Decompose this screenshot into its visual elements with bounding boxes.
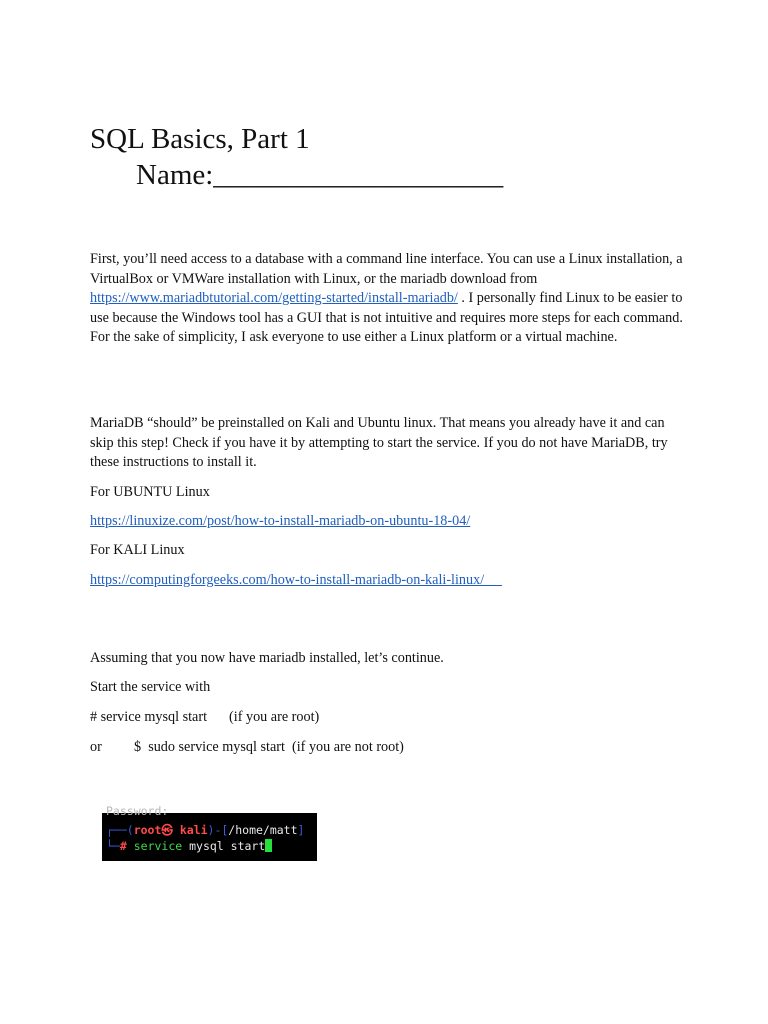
ubuntu-label: For UBUNTU Linux (90, 484, 210, 500)
terminal-command-line (106, 839, 272, 853)
kali-install-link[interactable]: https://computingforgeeks.com/how-to-install-mariadb-on-kali-linux/ (90, 572, 502, 588)
cmd-keyword: service (133, 839, 183, 853)
name-field-line: Name:____________________ (136, 159, 504, 191)
terminal-cursor (265, 839, 272, 852)
cmd-args: mysql start (182, 839, 266, 853)
intro-text-after: . I personally find Linux to be easier to use because the Windows tool has a GUI that is not intuitive and requires more steps for each command. For the sake of simplicity, I ask everyone to use either a Linux platform or a virtual machine. (90, 290, 683, 346)
mariadb-tutorial-link[interactable]: https://www.mariadbtutorial.com/getting-started/install-mariadb/ (90, 290, 458, 307)
terminal-prompt-line (106, 823, 304, 837)
ubuntu-install-link[interactable]: https://linuxize.com/post/how-to-install-mariadb-on-ubuntu-18-04/ (90, 513, 471, 529)
terminal-screenshot (102, 804, 317, 861)
cmd-prefix: └─ (106, 839, 120, 853)
sudo-command: $ sudo service mysql start (if you are not root) (134, 739, 404, 755)
cmd-hash: # (119, 839, 134, 853)
start-service-text: Start the service with (90, 679, 211, 695)
prompt-mid: )-[ (207, 823, 229, 837)
or-label: or (90, 739, 102, 755)
document-title: SQL Basics, Part 1 (90, 123, 310, 155)
kali-link-line (90, 571, 502, 591)
intro-text-before: First, you’ll need access to a database with a command line interface. You can use a Linux installation, a VirtualBox or VMWare installation with Linux, or the mariadb download from (90, 251, 683, 287)
terminal-password-line: Password: (106, 804, 169, 818)
root-command-note: (if you are root) (229, 709, 320, 725)
sudo-command-line (90, 738, 404, 758)
ubuntu-link-line (90, 512, 470, 532)
root-command: # service mysql start (90, 709, 208, 725)
install-paragraph: MariaDB “should” be preinstalled on Kali and Ubuntu linux. That means you already have it and can skip this step! Check if you have it by attempting to start the service. If you do not have MariaDB, try these instructions to install it. (90, 415, 668, 471)
assuming-text: Assuming that you now have mariadb installed, let’s continue. (90, 650, 444, 666)
prompt-path: /home/matt (228, 823, 298, 837)
root-command-line (90, 708, 319, 728)
prompt-close: ] (297, 823, 305, 837)
prompt-user: root㉿ kali (133, 823, 208, 837)
intro-paragraph (90, 250, 690, 348)
kali-label: For KALI Linux (90, 542, 185, 558)
prompt-open: ┌──( (106, 823, 134, 837)
